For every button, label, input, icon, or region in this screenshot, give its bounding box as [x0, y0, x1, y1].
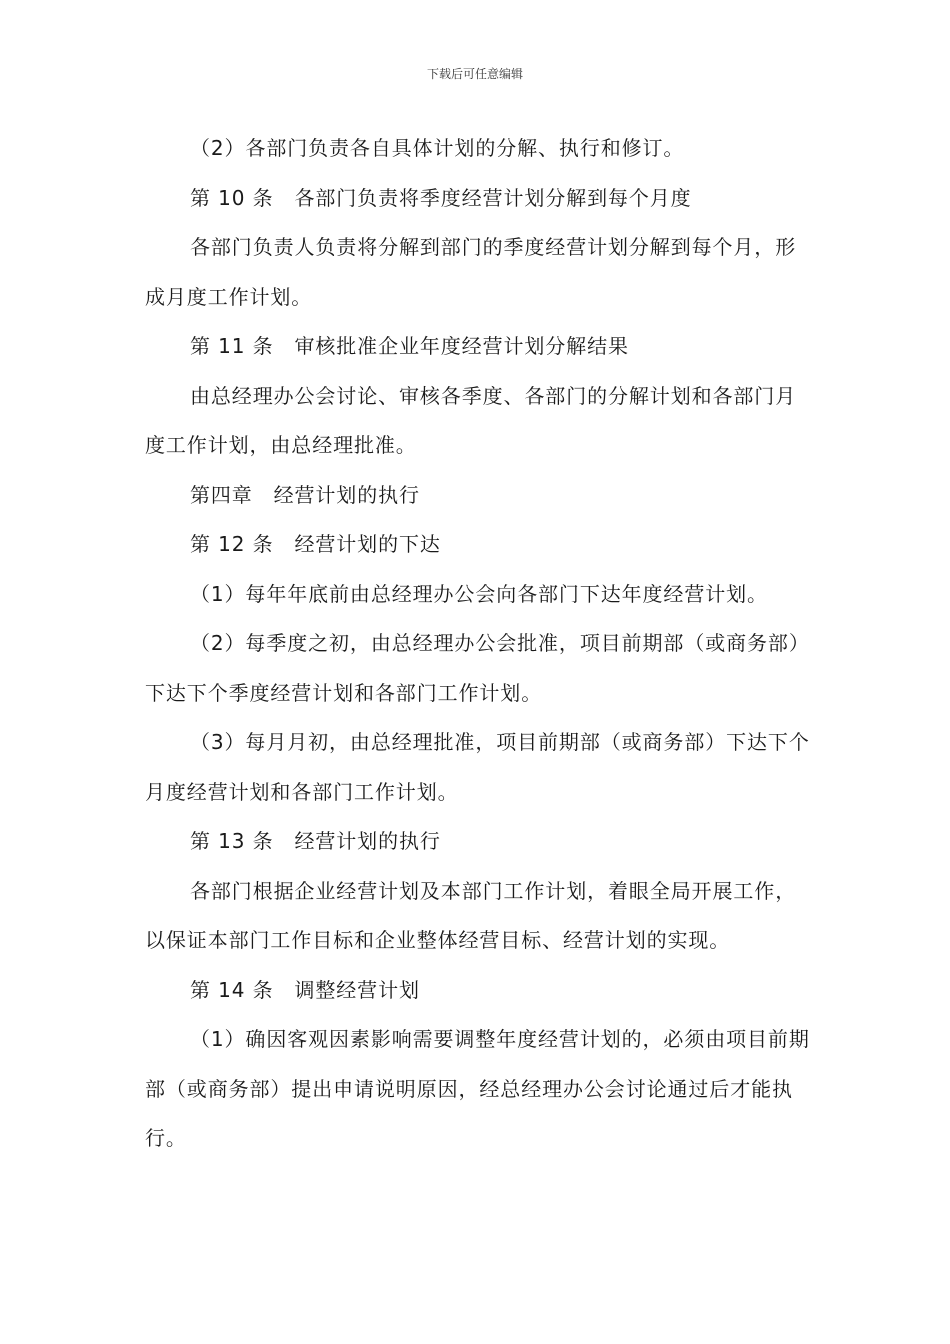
article-10-heading: 第 10 条 各部门负责将季度经营计划分解到每个月度: [190, 185, 692, 210]
article-12-heading: 第 12 条 经营计划的下达: [190, 532, 441, 556]
paragraph-3: 各部门负责人负责将分解到部门的季度经营计划分解到每个月，形成月度工作计划。: [145, 235, 797, 309]
article-14-heading: 第 14 条 调整经营计划: [190, 977, 420, 1002]
paragraph-9: （2）每季度之初，由总经理办公会批准，项目前期部（或商务部）下达下个季度经营计划和各部门工作计划。: [145, 631, 810, 705]
paragraph-14: （1）确因客观因素影响需要调整年度经营计划的，必须由项目前期部（或商务部）提出申请说明原因，经总经理办公会讨论通过后才能执行。: [145, 1027, 810, 1150]
paragraph-5: 由总经理办公会讨论、审核各季度、各部门的分解计划和各部门月度工作计划，由总经理批准。: [145, 383, 797, 457]
chapter-4-heading: 第四章 经营计划的执行: [190, 482, 420, 507]
article-13-heading: 第 13 条 经营计划的执行: [190, 829, 441, 853]
paragraph-1: （2）各部门负责各自具体计划的分解、执行和修订。: [190, 136, 685, 160]
paragraph-8: （1）每年年底前由总经理办公会向各部门下达年度经营计划。: [190, 581, 768, 606]
page-header: 下载后可任意编辑: [426, 67, 523, 81]
article-11-heading: 第 11 条 审核批准企业年度经营计划分解结果: [190, 334, 629, 358]
paragraph-12: 各部门根据企业经营计划及本部门工作计划，着眼全局开展工作，以保证本部门工作目标和企业整体经营目标、经营计划的实现。: [145, 878, 797, 952]
document-body: [145, 124, 810, 1164]
paragraph-10: （3）每月月初，由总经理批准，项目前期部（或商务部）下达下个月度经营计划和各部门工作计划。: [145, 730, 810, 804]
